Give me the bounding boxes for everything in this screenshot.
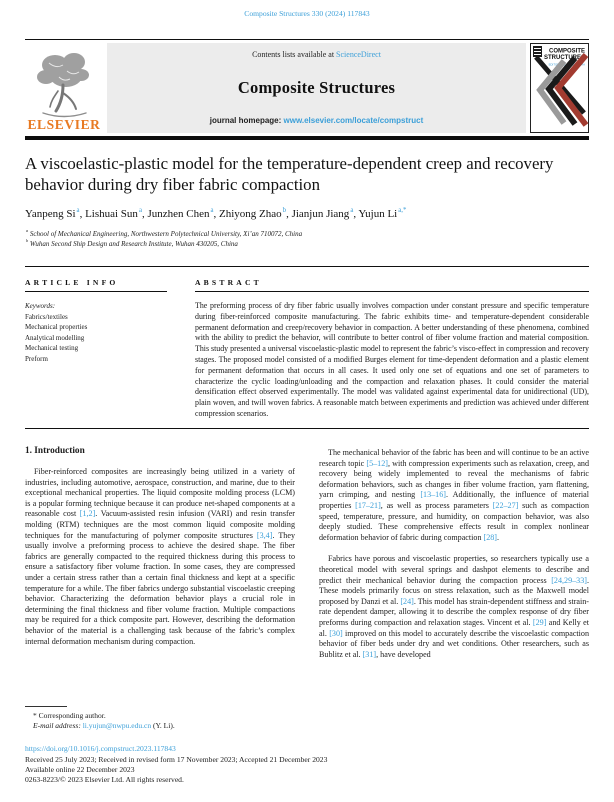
citation-link[interactable]: [28]	[483, 532, 497, 542]
keywords-label: Keywords:	[25, 302, 56, 311]
text-segment: . This model has strain-dependent stiffness and strain-rate dependent damper, allowing it to describe the complex response of dry fiber preforms during compaction and relaxation stages. Vincent et al.	[319, 596, 589, 627]
body-column-right	[319, 440, 589, 732]
text-segment: Wuhan Second Ship Design and Research Institute, Wuhan 430205, China	[28, 239, 238, 248]
text-segment: . They usually involve a preforming process to achieve the desired shape. The fiber fabrics are generally compacted to the required thickness during this process to ensure a satisfactory fiber volume fraction. In some cases, they are compressed under a certain stress rather than a certain final thickness and kept at a specific temperature for a while. The fiber fabrics undergo substantial viscoelastic creeping behavior. Characterizing the deformation behavior plays a crucial role in determining the final thickness and fiber volume fraction. Multiple compactions may be required for a thick composite part. However, describing the deformation behavior of the material is a challenging task because of the fabric’s complex internal deformation mechanism during compaction.	[25, 530, 295, 646]
citation-link[interactable]: [1,2]	[79, 509, 96, 519]
received-dates: Received 25 July 2023; Received in revised form 17 November 2023; Accepted 21 December 2023	[25, 754, 328, 764]
journal-header	[25, 43, 589, 133]
text-segment: Fabrics have porous and viscoelastic properties, so researchers typically use a theoretical model with several springs and dashpot elements to describe and predict their mechanical behavior during the compaction process	[319, 554, 589, 585]
citation-link[interactable]: [3,4]	[256, 530, 273, 540]
citation-link[interactable]: [22–27]	[492, 501, 519, 511]
citation-link[interactable]: a	[138, 206, 142, 214]
corresponding-author-note: * Corresponding author.	[33, 711, 106, 721]
header-rule	[25, 136, 589, 140]
abstract-heading: ABSTRACT	[195, 278, 262, 288]
homepage-line	[210, 116, 424, 125]
body-column-left	[25, 440, 295, 732]
abstract-bottom-rule	[25, 428, 589, 429]
text-segment: such as compaction speed, temperature, pressure, and humidity, on compaction behavior, was also deeply studied. These comprehensive effects result in complex nonlinear deformation behavior of fabric during compaction	[319, 501, 589, 542]
text-segment: , Jianjun Jiang	[286, 207, 350, 220]
issn-copyright: 0263-8223/© 2023 Elsevier Ltd. All rights reserved.	[25, 775, 184, 785]
body-paragraph	[319, 554, 589, 660]
citation-link[interactable]: a	[76, 206, 80, 214]
text-segment: . Additionally, the influence of material properties	[319, 490, 589, 511]
sciencedirect-link[interactable]: ScienceDirect	[336, 50, 381, 59]
affiliation-a	[25, 229, 589, 239]
text-segment: , Lishuai Sun	[79, 207, 138, 220]
journal-cover-thumbnail[interactable]	[530, 43, 589, 133]
citation-link[interactable]: [17–21]	[355, 501, 381, 511]
cover-editor-line: EDITOR: A. J. M. FERREIRA	[548, 62, 585, 67]
affiliation-b	[25, 239, 589, 249]
text-segment: b	[26, 238, 29, 244]
elsevier-logo[interactable]	[25, 43, 103, 133]
article-info-heading: ARTICLE INFO	[25, 278, 119, 288]
body-paragraph	[319, 448, 589, 543]
keyword-item: Mechanical testing	[25, 344, 79, 353]
text-segment: School of Mechanical Engineering, Northwestern Polytechnical University, Xi’an 710072, China	[28, 229, 303, 238]
text-segment: a	[26, 228, 29, 234]
homepage-prefix: journal homepage:	[209, 116, 284, 125]
keyword-item: Fabrics/textiles	[25, 312, 68, 321]
page-citation-link[interactable]: Composite Structures 330 (2024) 117843	[244, 9, 370, 18]
citation-link[interactable]: [24,29–33]	[551, 575, 587, 585]
citation-link[interactable]: [24]	[400, 596, 414, 606]
article-info-heading-rule	[25, 291, 167, 292]
text-segment: and Kelly et al.	[319, 618, 589, 638]
footnote-rule	[25, 706, 67, 707]
text-segment: , have developed	[376, 649, 431, 659]
citation-link[interactable]: [29]	[532, 618, 547, 627]
citation-link[interactable]: [30]	[329, 628, 343, 638]
intro-paragraph	[25, 467, 295, 647]
text-segment: Yanpeng Si	[25, 207, 76, 220]
info-top-rule	[25, 266, 589, 268]
citation-link[interactable]: [31]	[362, 649, 377, 659]
contents-line	[252, 50, 381, 59]
article-title: A viscoelastic-plastic model for the temperature-dependent creep and recovery behavior during dry fiber fabric compaction	[25, 153, 554, 194]
text-segment: Fiber-reinforced composites are increasingly being utilized in a variety of industries, including automotive, aerospace, construction, and marine, due to their exceptional mechanical properties. The liquid composite molding process (LCM) is a popular forming technique because it can produce net-shaped components at a reasonable cost	[25, 467, 295, 519]
cover-title-line2: STRUCTURES	[543, 55, 585, 61]
keyword-item: Mechanical properties	[25, 323, 88, 332]
article-body	[25, 440, 589, 732]
text-segment: , with compression experiments such as relaxation, creep, and recovery being widely implemented to reveal the mechanisms of fabric deformation behaviors, such as changes in fiber volume fraction, yarn flattening, yarn crimping, and nesting	[319, 458, 589, 500]
doi-link[interactable]: https://doi.org/10.1016/j.compstruct.2023.117843	[25, 744, 176, 754]
email-line	[25, 721, 295, 731]
abstract-column	[195, 278, 589, 420]
text-segment: , Zhiyong Zhao	[213, 207, 282, 220]
column-gutter	[295, 440, 319, 732]
text-segment: , Junzhen Chen	[141, 207, 210, 220]
text-segment: improved on this model to accurately describe the viscoelastic compaction behavior of fiber beds under dry and wet conditions. Other researchers, such as Bublitz et al.	[319, 628, 589, 659]
text-segment: . These models primarily focus on stress relaxation, such as the Maxwell model proposed by Danzi et al.	[319, 575, 589, 606]
keyword-item: Preform	[25, 354, 48, 363]
homepage-link[interactable]: www.elsevier.com/locate/compstruct	[283, 116, 424, 125]
article-info-column	[25, 278, 175, 420]
top-rule	[25, 39, 589, 40]
affiliations	[25, 229, 589, 249]
info-abstract-section	[25, 278, 589, 420]
citation-link[interactable]: a	[350, 206, 354, 214]
citation-link[interactable]: a	[210, 206, 214, 214]
elsevier-tree-icon	[25, 43, 103, 133]
citation-link[interactable]: [13–16]	[420, 490, 446, 500]
corresponding-author-footnote	[25, 706, 295, 731]
article-footer	[25, 744, 589, 786]
contents-prefix: Contents lists available at	[252, 50, 337, 59]
section-heading-introduction: 1. Introduction	[25, 446, 85, 457]
text-segment: , Yujun Li	[353, 207, 398, 220]
barcode-icon	[533, 46, 542, 57]
citation-link[interactable]: li.yujun@nwpu.edu.cn	[82, 721, 152, 731]
text-segment: .	[497, 532, 500, 542]
text-segment: The mechanical behavior of the fabric has been and will continue to be an active research topic	[319, 448, 589, 468]
text-segment: . Vacuum-assisted resin infusion (VARI) and resin transfer molding (RTM) techniques are the most common liquid composite molding techniques for the manufacturing of polymer composite structures	[25, 509, 295, 540]
text-segment: E-mail address:	[33, 721, 83, 731]
cover-title-line1: COMPOSITE	[548, 48, 585, 55]
text-segment: (Y. Li).	[151, 721, 175, 731]
abstract-heading-rule	[195, 291, 589, 292]
elsevier-wordmark: ELSEVIER	[27, 117, 101, 132]
available-online: Available online 22 December 2023	[25, 764, 135, 774]
citation-link[interactable]: [5–12]	[366, 458, 388, 468]
citation-link[interactable]: a,*	[398, 206, 407, 214]
authors-line	[25, 208, 589, 220]
cover-art-icon	[530, 43, 589, 133]
journal-banner	[107, 43, 526, 133]
journal-title: Composite Structures	[237, 77, 396, 97]
keyword-item: Analytical modelling	[25, 333, 85, 342]
abstract-text: The preforming process of dry fiber fabric usually involves compaction under constant pressure and specific temperature during fiber-reinforced composite manufacturing. The fabric exhibits time- and temperature-dependent considerable permanent deformation and creep/recovery behavior in compaction. A better understanding of these phenomena, combined with the ability to predict the behavior, will contribute to better control of fiber volume fraction and material composition. This study presented a universal viscoelastic-plastic model to represent the fabric’s visco-effect in compression and recovery stages. The proposed model consisted of a modified Burges element for time-dependent deformation and a plastic element for permanent deformation that occurs in all cases. It used only one set of equations and one set of parameters to characterize the cyclic loading/unloading and the compaction and relaxation phases. It could consider the material densification effect observed experimentally. The model was validated against experimental data for unidirectional (UD), plain woven, and twill woven fabrics. A reasonable match between experiments and prediction was achieved under different compression scenarios.	[195, 301, 589, 419]
text-segment: , as well as process parameters	[380, 501, 493, 511]
citation-link[interactable]: b	[282, 206, 287, 214]
